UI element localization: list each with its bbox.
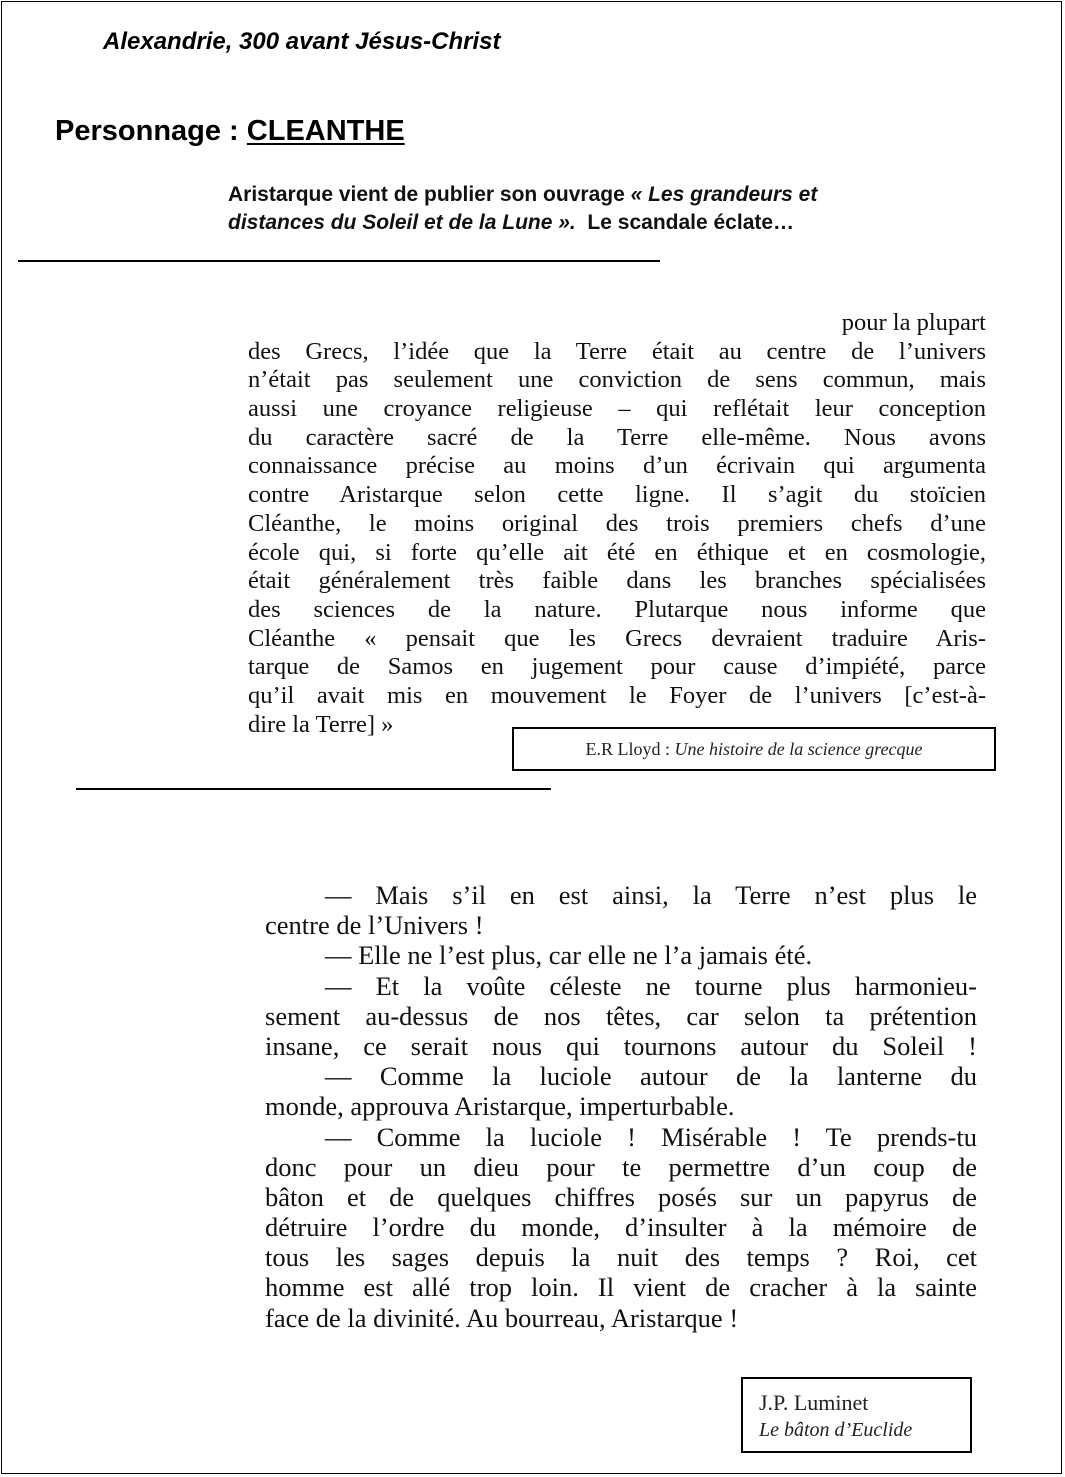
lloyd-line: contre Aristarque selon cette ligne. Il s’agit du stoïcien — [248, 481, 986, 509]
lloyd-line: connaissance précise au moins d’un écrivain qui argumenta — [248, 452, 986, 480]
luminet-line: insane, ce serait nous qui tournons autour du Soleil ! — [265, 1030, 977, 1061]
character-title — [55, 115, 405, 148]
intro-text-1: Aristarque vient de publier son ouvrage — [228, 183, 631, 206]
intro-line-2 — [228, 209, 948, 237]
title-prefix: Personnage : — [55, 115, 247, 147]
lloyd-line: du caractère sacré de la Terre elle-même. Nous avons — [248, 423, 986, 451]
luminet-line: monde, approuva Aristarque, imperturbable. — [265, 1091, 735, 1122]
luminet-line: — Et la voûte céleste ne tourne plus harmonieu- — [325, 970, 977, 1001]
luminet-citation-box — [741, 1377, 972, 1453]
luminet-line: — Elle ne l’est plus, car elle ne l’a jamais été. — [325, 940, 813, 971]
lloyd-line: n’était pas seulement une conviction de sens commun, mais — [248, 366, 986, 394]
lloyd-excerpt — [248, 309, 986, 739]
place-date-heading: Alexandrie, 300 avant Jésus-Christ — [103, 28, 501, 55]
intro-book-title-2: distances du Soleil et de la Lune ». — [228, 211, 576, 234]
lloyd-line: qu’il avait mis en mouvement le Foyer de l’univers [c’est-à- — [248, 681, 986, 709]
lloyd-citation-author: E.R Lloyd : — [585, 738, 675, 759]
intro-paragraph — [228, 181, 948, 237]
luminet-excerpt — [265, 880, 977, 1333]
lloyd-line: aussi une croyance religieuse – qui reflétait leur conception — [248, 395, 986, 423]
divider-middle — [76, 788, 551, 790]
lloyd-line: des sciences de la nature. Plutarque nous informe que — [248, 595, 986, 623]
character-name: CLEANTHE — [246, 115, 405, 147]
lloyd-citation-title: Une histoire de la science grecque — [674, 738, 923, 759]
luminet-line: — Comme la luciole autour de la lanterne du — [325, 1061, 977, 1092]
luminet-citation-author: J.P. Luminet — [759, 1390, 869, 1415]
intro-line-1 — [228, 181, 948, 209]
lloyd-line: des Grecs, l’idée que la Terre était au centre de l’univers — [248, 337, 986, 365]
luminet-line: détruire l’ordre du monde, d’insulter à la mémoire de — [265, 1212, 977, 1243]
lloyd-line: Cléanthe, le moins original des trois premiers chefs d’une — [248, 509, 986, 537]
lloyd-line: tarque de Samos en jugement pour cause d’impiété, parce — [248, 653, 986, 681]
luminet-line: tous les sages depuis la nuit des temps ? Roi, cet — [265, 1242, 977, 1273]
luminet-line: face de la divinité. Au bourreau, Aristarque ! — [265, 1302, 739, 1333]
intro-book-title-1: « Les grandeurs et — [630, 183, 818, 206]
luminet-line: homme est allé trop loin. Il vient de cracher à la sainte — [265, 1272, 977, 1303]
lloyd-citation-box — [512, 727, 996, 771]
lloyd-line: Cléanthe « pensait que les Grecs devraient traduire Aris- — [248, 624, 986, 652]
luminet-line: sement au-dessus de nos têtes, car selon ta prétention — [265, 1000, 977, 1031]
luminet-citation-title: Le bâton d’Euclide — [759, 1419, 913, 1441]
luminet-line: — Mais s’il en est ainsi, la Terre n’est plus le — [325, 880, 977, 910]
lloyd-line: était généralement très faible dans les branches spécialisées — [248, 567, 986, 595]
lloyd-line: dire la Terre] » — [248, 710, 394, 738]
luminet-line: donc pour un dieu pour te permettre d’un coup de — [265, 1151, 977, 1182]
divider-top — [18, 260, 660, 262]
luminet-line: centre de l’Univers ! — [265, 910, 484, 941]
lloyd-line: école qui, si forte qu’elle ait été en éthique et en cosmologie, — [248, 538, 986, 566]
luminet-line: — Comme la luciole ! Misérable ! Te prends-tu — [325, 1121, 977, 1152]
lloyd-line: pour la plupart — [841, 309, 986, 336]
intro-text-2: Le scandale éclate… — [575, 211, 795, 234]
luminet-line: bâton et de quelques chiffres posés sur un papyrus de — [265, 1181, 977, 1212]
